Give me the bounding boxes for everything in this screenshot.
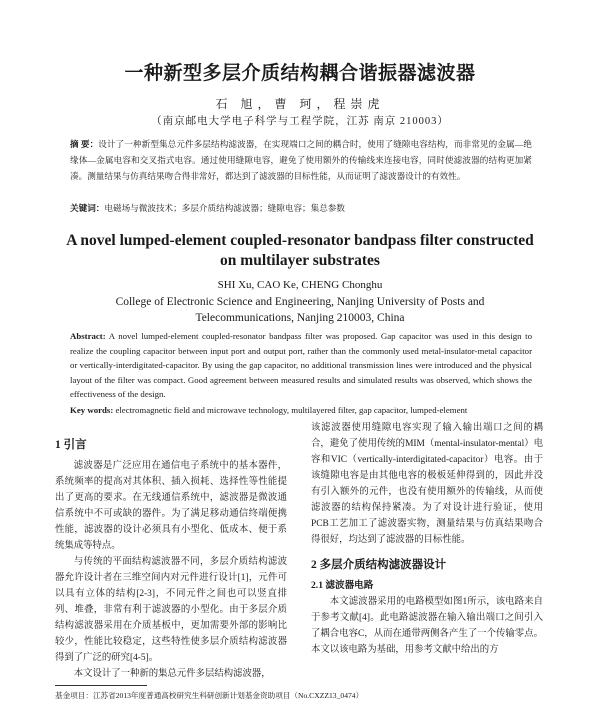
english-abstract-text: A novel lumped-element coupled-resonator bandpass filter was proposed. Gap capacitor was used in this design to realize the coupling capacitor between input port and output port, rather than the commonly used metal-insulator-metal capacitor or vertically-interdigitated-capacitor. By using the gap capacitor, no additional transmission lines were introduced and the physical layout of the filter was compact. Good agreement between measured results and simulated results was observed, which shows the effectiveness of the design. xyxy=(70,331,532,399)
english-title-line-1: A novel lumped-element coupled-resonator bandpass filter constructed xyxy=(66,232,534,249)
english-affiliation-line-1: College of Electronic Science and Engineering, Nanjing University of Posts and xyxy=(115,296,485,308)
chinese-keywords-label: 关键词： xyxy=(70,203,105,213)
english-keywords-label: Key words: xyxy=(70,405,114,415)
chinese-affiliation: （南京邮电大学电子科学与工程学院，江苏 南京 210003） xyxy=(151,116,449,127)
english-abstract xyxy=(70,329,532,402)
english-keywords xyxy=(70,403,532,417)
funding-footnote: 基金项目：江苏省2013年度普通高校研究生科研创新计划基金资助项目（No.CXZZ13_0474） xyxy=(55,691,364,700)
english-title xyxy=(0,231,600,271)
section-2-1-paragraph: 本文滤波器采用的电路模型如图1所示，该电路来自于参考文献[4]。此电路滤波器在输入输出端口之间引入了耦合电容C，从而在通带两侧各产生了一个传输零点。本文以该电路为基础，用参考文献中给出的方 xyxy=(311,597,543,655)
section-1-paragraph-1: 滤波器是广泛应用在通信电子系统中的基本器件，系统频率的提高对其体积、插入损耗、选择性等性能提出了更高的要求。在无线通信系统中，滤波器是微波通信系统中不可或缺的器件。为了满足移动通信终端便携性能，滤波器的设计必须具有小型化、低成本、便于系统集成等特点。 xyxy=(55,461,287,551)
chinese-keywords-text: 电磁场与微波技术；多层介质结构滤波器；缝隙电容；集总参数 xyxy=(104,203,346,213)
chinese-abstract-label: 摘 要： xyxy=(70,139,99,149)
chinese-keywords xyxy=(70,201,532,215)
chinese-abstract-text: 设计了一种新型集总元件多层结构滤波器，在实现端口之间的耦合时，使用了缝隙电容结构，而非常见的金属—绝缘体—金属电容和交叉指式电容。通过使用缝隙电容，避免了使用额外的传输线来连接电容，同时使滤波器的结构更加紧凑。测量结果与仿真结果吻合得非常好，都达到了滤波器的目标性能，从而证明了滤波器设计的有效性。 xyxy=(70,139,532,181)
english-abstract-label: Abstract: xyxy=(70,331,106,341)
english-authors: SHI Xu, CAO Ke, CHENG Chonghu xyxy=(217,279,383,291)
section-1-heading: 1 引言 xyxy=(55,439,87,451)
english-affiliation-line-2: Telecommunications, Nanjing 210003, China xyxy=(195,312,405,324)
chinese-abstract xyxy=(70,136,532,184)
section-1-paragraph-3-continued: 该滤波器使用缝隙电容实现了输入输出端口之间的耦合，避免了使用传统的MIM（mental-insulator-mental）电容和VIC（vertically-interdigitated-capacitor）电容。由于该缝隙电容是由其他电容的极板延伸得到的，因此并没有引入额外的元件，也没有使用额外的传输线，从而使滤波器的结构保持紧凑。为了对设计进行验证，使用PCB工艺加工了滤波器实物，测量结果与仿真结果吻合得很好，均达到了滤波器的目标性能。 xyxy=(311,423,543,545)
english-keywords-text: electromagnetic field and microwave technology, multilayered filter, gap capacitor, lumped-element xyxy=(115,405,468,415)
english-title-line-2: on multilayer substrates xyxy=(220,252,380,269)
chinese-title: 一种新型多层介质结构耦合谐振器滤波器 xyxy=(124,63,476,84)
footnote-rule xyxy=(55,685,147,686)
section-1-paragraph-3: 本文设计了一种新的集总元件多层结构滤波器， xyxy=(73,669,271,679)
right-column xyxy=(311,420,543,658)
chinese-authors: 石 旭，曹 珂，程崇虎 xyxy=(215,97,385,111)
left-column xyxy=(55,436,287,682)
english-affiliation xyxy=(0,294,600,326)
section-2-1-heading: 2.1 滤波器电路 xyxy=(311,580,374,591)
section-1-paragraph-2: 与传统的平面结构滤波器不同，多层介质结构滤波器允许设计者在三维空间内对元件进行设计[1]，元件可以具有立体的结构[2-3]，不同元件之间也可以竖直排列、堆叠，非常有利于滤波器的小型化。由于多层介质结构滤波器采用在介质基板中，更加需要外部的影响比较少，性能比较稳定，这些特性使多层介质结构滤波器得到了广泛的研究[4-5]。 xyxy=(55,557,287,663)
section-2-heading: 2 多层介质结构滤波器设计 xyxy=(311,559,447,571)
